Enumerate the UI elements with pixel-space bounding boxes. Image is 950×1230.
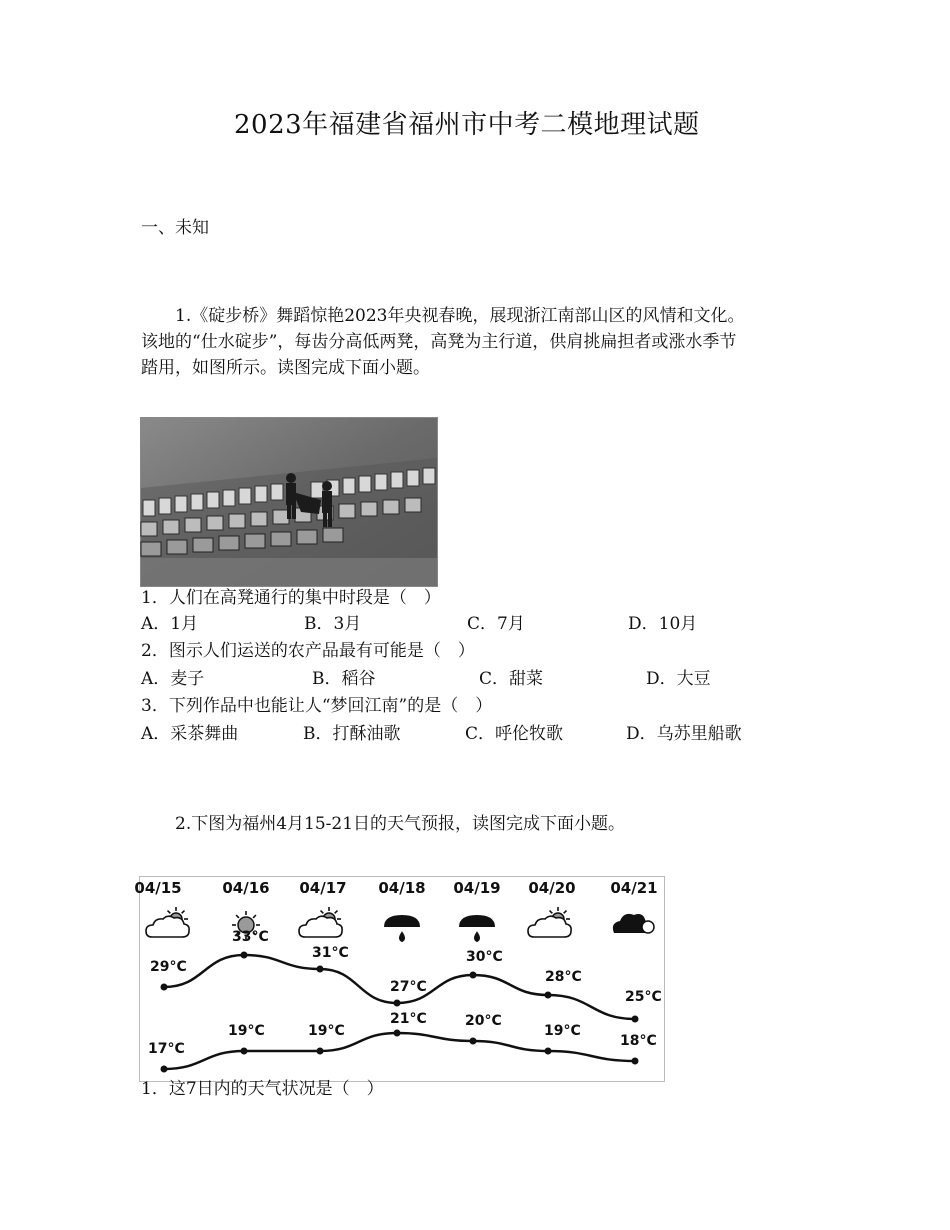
high-temp-label: 31°C: [312, 945, 349, 961]
forecast-date: 04/21: [610, 879, 658, 897]
rain-icon: [459, 915, 495, 941]
rain-icon: [384, 915, 420, 941]
low-temp-label: 19°C: [308, 1023, 345, 1039]
high-temp-point: [545, 992, 552, 999]
stepping-stone-bridge-photo: [140, 417, 438, 587]
q1-sub3-option-a: A．采茶舞曲: [141, 724, 239, 744]
low-temp-point: [470, 1038, 477, 1045]
q1-intro-line1: 1.《碇步桥》舞蹈惊艳2023年央视春晚，展现浙江南部山区的风情和文化。: [175, 306, 745, 326]
q2-sub1-stem: 1．这7日内的天气状况是（ ）: [141, 1079, 384, 1099]
high-temp-label: 33°C: [232, 929, 269, 945]
q2-intro: 2.下图为福州4月15-21日的天气预报，读图完成下面小题。: [175, 814, 626, 834]
forecast-date: 04/15: [134, 879, 182, 897]
q1-sub1-option-c: C．7月: [467, 614, 525, 634]
low-temp-label: 19°C: [228, 1023, 265, 1039]
high-temp-label: 25°C: [625, 989, 662, 1005]
forecast-date: 04/19: [453, 879, 501, 897]
low-temp-point: [632, 1058, 639, 1065]
q1-sub2-option-d: D．大豆: [646, 669, 711, 689]
q1-sub1-option-d: D．10月: [628, 614, 698, 634]
q1-sub2-option-c: C．甜菜: [479, 669, 544, 689]
q1-sub2-stem: 2．图示人们运送的农产品最有可能是（ ）: [141, 641, 475, 661]
weather-forecast-figure: [134, 876, 665, 1082]
page-title: 2023年福建省福州市中考二模地理试题: [234, 110, 700, 140]
q1-intro-line3: 踏用，如图所示。读图完成下面小题。: [141, 358, 430, 378]
high-temp-label: 30°C: [466, 949, 503, 965]
low-temp-point: [241, 1048, 248, 1055]
high-temp-label: 28°C: [545, 969, 582, 985]
q1-sub3-option-c: C．呼伦牧歌: [465, 724, 564, 744]
low-temp-point: [545, 1048, 552, 1055]
partly-cloudy-icon: [146, 907, 189, 937]
q1-sub2-option-b: B．稻谷: [312, 669, 376, 689]
partly-cloudy-icon: [299, 907, 342, 937]
partly-cloudy-icon: [528, 907, 571, 937]
low-temp-label: 21°C: [390, 1011, 427, 1027]
high-temp-point: [161, 984, 168, 991]
low-temp-label: 17°C: [148, 1041, 185, 1057]
q1-intro-line2: 该地的“仕水碇步”，每齿分高低两凳，高凳为主行道，供肩挑扁担者或涨水季节: [141, 332, 737, 352]
q1-sub2-option-a: A．麦子: [141, 669, 205, 689]
high-temp-label: 29°C: [150, 959, 187, 975]
q1-sub3-stem: 3．下列作品中也能让人“梦回江南”的是（ ）: [141, 696, 493, 716]
q1-sub1-stem: 1．人们在高凳通行的集中时段是（ ）: [141, 588, 441, 608]
low-temp-point: [161, 1066, 168, 1073]
forecast-date: 04/18: [378, 879, 426, 897]
high-temp-point: [241, 952, 248, 959]
section-heading: 一、未知: [141, 218, 209, 238]
forecast-date: 04/20: [528, 879, 576, 897]
forecast-date: 04/17: [299, 879, 347, 897]
q1-sub1-option-a: A．1月: [141, 614, 199, 634]
forecast-date: 04/16: [222, 879, 270, 897]
high-temp-point: [317, 966, 324, 973]
q1-sub3-option-d: D．乌苏里船歌: [626, 724, 742, 744]
low-temp-label: 19°C: [544, 1023, 581, 1039]
high-temp-point: [394, 1000, 401, 1007]
q1-sub1-option-b: B．3月: [304, 614, 362, 634]
low-temp-label: 18°C: [620, 1033, 657, 1049]
low-temp-label: 20°C: [465, 1013, 502, 1029]
low-temp-point: [317, 1048, 324, 1055]
low-temp-point: [394, 1030, 401, 1037]
overcast-icon: [613, 914, 654, 933]
high-temp-point: [470, 972, 477, 979]
high-temp-point: [632, 1016, 639, 1023]
high-temp-label: 27°C: [390, 979, 427, 995]
q1-sub3-option-b: B．打酥油歌: [303, 724, 401, 744]
